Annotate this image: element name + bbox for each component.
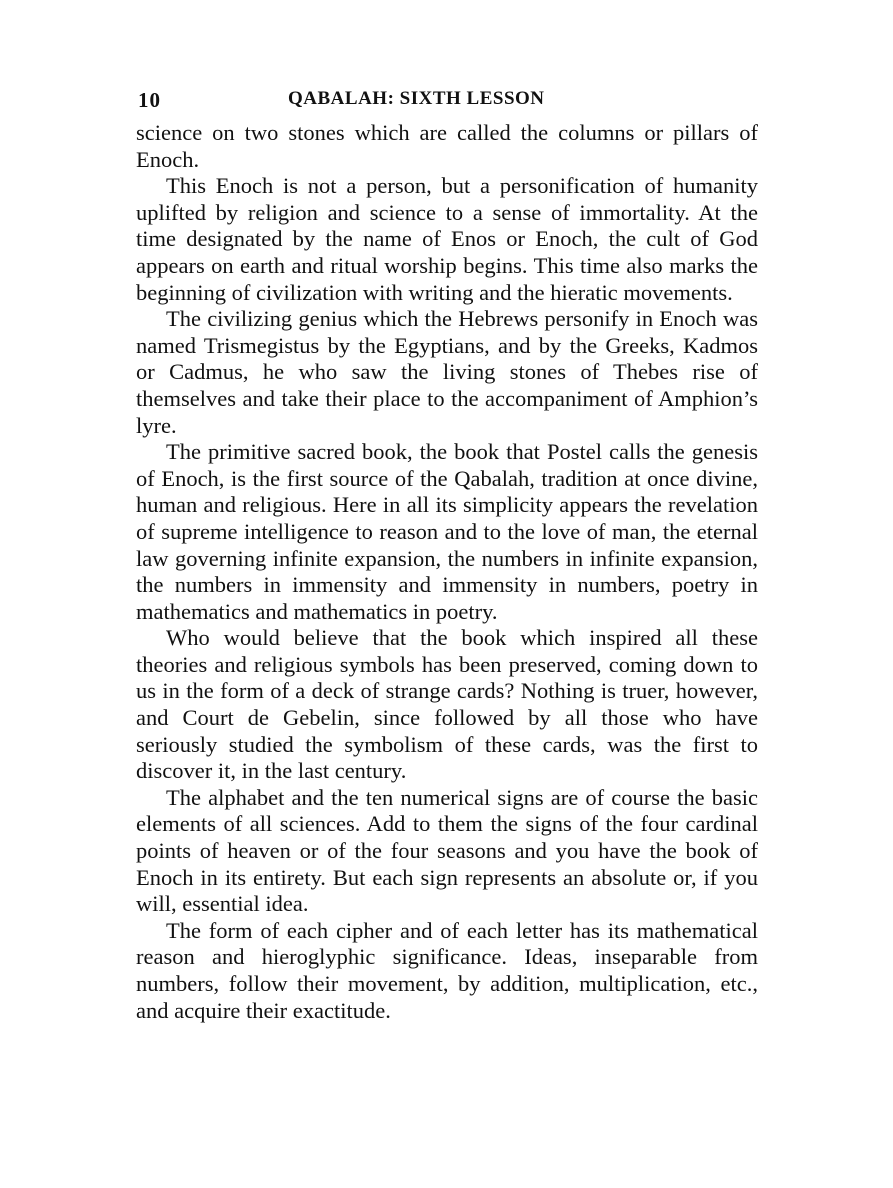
running-head bbox=[138, 88, 758, 116]
paragraph-civilizing-genius: The civilizing genius which the Hebrews personify in Enoch was named Trismegistus by the Egyptians, and by the Greeks, Kadmos or Cadmus, he who saw the living stones of Thebes rise of themselves and take their place to the accompaniment of Amphion’s lyre. bbox=[136, 306, 758, 438]
paragraph-cipher-and-letter: The form of each cipher and of each letter has its mathematical reason and hieroglyphic significance. Ideas, inseparable from numbers, follow their movement, by addition, multiplication, etc., and acquire their exactitude. bbox=[136, 917, 758, 1023]
paragraph-primitive-sacred-book: The primitive sacred book, the book that Postel calls the genesis of Enoch, is the first source of the Qabalah, tradition at once divine, human and religious. Here in all its simplicity appears the revelation of supreme intelligence to reason and to the love of man, the eternal law governing infinite expansion, the numbers in infinite expansion, the numbers in immensity and immensity in numbers, poetry in mathematics and mathematics in poetry. bbox=[136, 439, 758, 624]
page-number: 10 bbox=[138, 88, 161, 112]
paragraph-alphabet-and-signs: The alphabet and the ten numerical signs are of course the basic elements of all sciences. Add to them the signs of the four cardinal points of heaven or of the four seasons and you have the book of Enoch in its entirety. But each sign represents an absolute or, if you will, essential idea. bbox=[136, 784, 758, 917]
page-header-title: QABALAH: SIXTH LESSON bbox=[288, 88, 545, 109]
paragraph-continuation: science on two stones which are called the columns or pillars of Enoch. bbox=[136, 120, 758, 172]
body-text bbox=[136, 120, 758, 1024]
paragraph-deck-of-cards: Who would believe that the book which inspired all these theories and religious symbols has been preserved, coming down to us in the form of a deck of strange cards? Nothing is truer, however, and Court de Gebelin, since followed by all those who have seriously studied the symbolism of these cards, was the first to discover it, in the last century. bbox=[136, 625, 758, 784]
paragraph-enoch-personification: This Enoch is not a person, but a personification of humanity uplifted by religion and science to a sense of immortality. At the time designated by the name of Enos or Enoch, the cult of God appears on earth and ritual worship begins. This time also marks the beginning of civilization with writing and the hieratic movements. bbox=[136, 173, 758, 305]
